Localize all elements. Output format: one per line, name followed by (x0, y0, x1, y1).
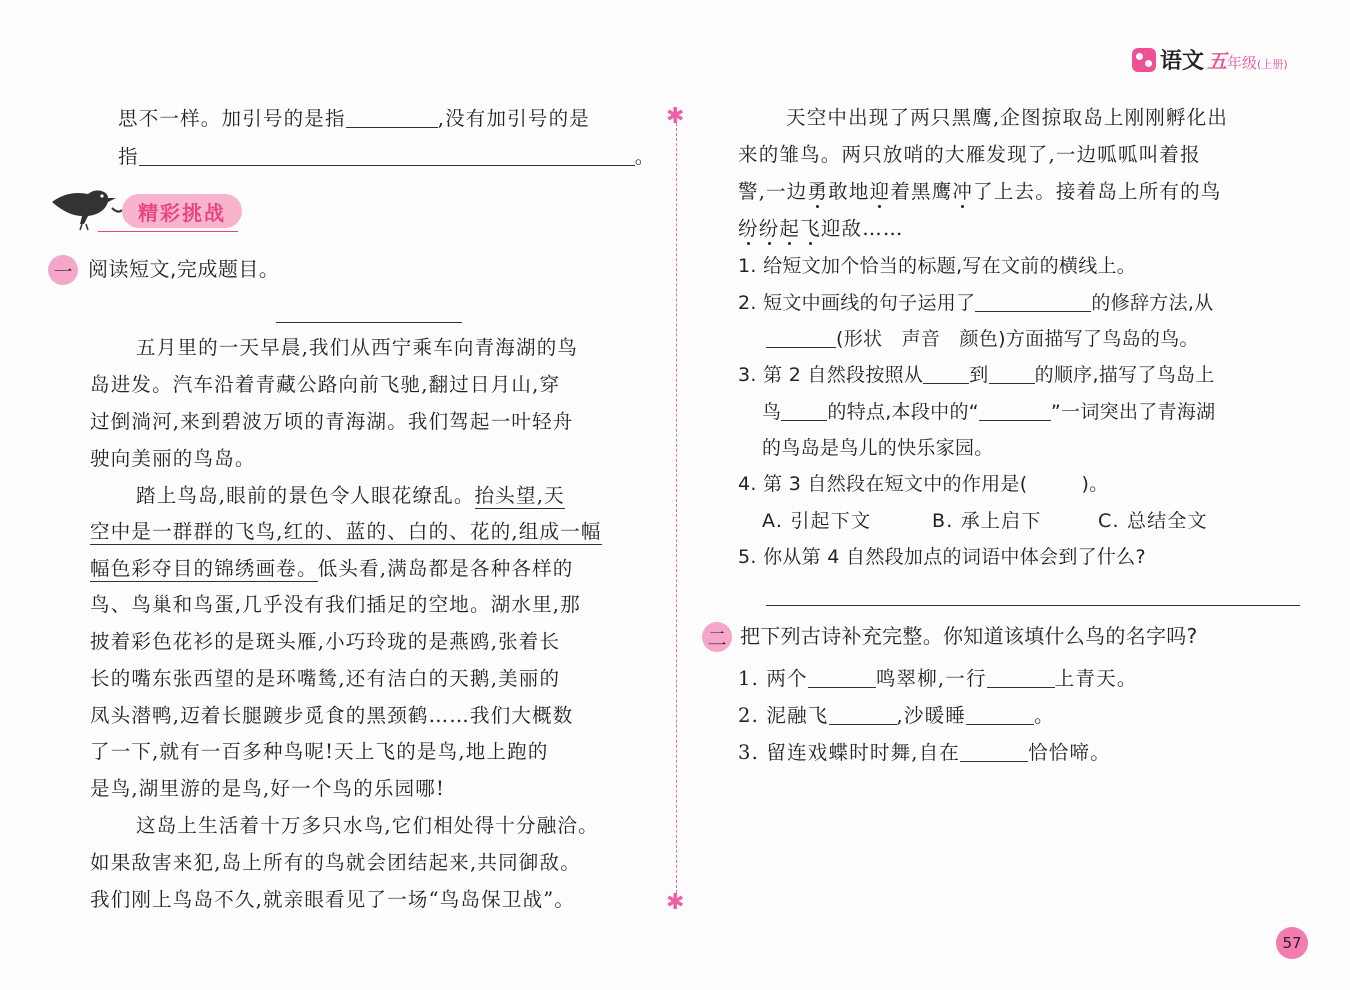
passage-line: 驶向美丽的鸟岛。 (90, 447, 256, 470)
answer-line[interactable] (766, 605, 1300, 606)
passage-line: 天空中出现了两只黑鹰,企图掠取岛上刚刚孵化出 (786, 106, 1229, 129)
answer-blank[interactable] (766, 327, 836, 348)
dotted-word: 纷 (738, 217, 759, 240)
answer-blank[interactable] (808, 667, 876, 688)
answer-blank[interactable] (781, 400, 827, 421)
passage-line: 披着彩色花衫的是斑头雁,小巧玲珑的是燕鸥,张着长 (90, 630, 561, 653)
star-icon: ✱ (666, 104, 685, 129)
question-2: 2. 短文中画线的句子运用了 的修辞方法,从 (738, 292, 1214, 314)
answer-blank[interactable] (960, 741, 1028, 762)
challenge-title-badge: 精彩挑战 (122, 194, 242, 228)
option-b[interactable]: B. 承上启下 (932, 510, 1042, 532)
passage-line: 踏上鸟岛,眼前的景色令人眼花缭乱。抬头望,天 (136, 484, 565, 507)
header-brand (1132, 44, 1288, 75)
poem-2: 2. 泥融飞 ,沙暖睡 。 (738, 704, 1055, 727)
poem-1: 1. 两个 鸣翠柳,一行 上青天。 (738, 667, 1138, 690)
passage-line (90, 517, 602, 547)
section-1-title: 阅读短文,完成题目。 (88, 257, 280, 281)
answer-blank[interactable] (829, 704, 897, 725)
question-1: 1. 给短文加个恰当的标题,写在文前的横线上。 (738, 255, 1137, 277)
passage-line: 鸟、鸟巢和鸟蛋,几乎没有我们插足的空地。湖水里,那 (90, 593, 581, 616)
brand-grade: 五 (1207, 49, 1228, 73)
option-a[interactable]: A. 引起下文 (762, 510, 872, 532)
answer-blank[interactable] (139, 145, 635, 166)
brand-volume: (上册) (1257, 58, 1288, 71)
passage-line: 过倒淌河,来到碧波万顷的青海湖。我们驾起一叶轻舟 (90, 410, 574, 433)
passage-line: 五月里的一天早晨,我们从西宁乘车向青海湖的鸟 (136, 336, 579, 359)
passage-line: 警,一边勇敢地迎着黑鹰冲了上去。接着岛上所有的鸟 (738, 180, 1222, 203)
passage-line: 我们刚上鸟岛不久,就亲眼看见了一场“鸟岛保卫战”。 (90, 888, 576, 911)
option-c[interactable]: C. 总结全文 (1098, 510, 1208, 532)
carry-over-line-2: 指 。 (118, 145, 656, 168)
passage-line: 长的嘴东张西望的是环嘴鸶,还有洁白的天鹅,美丽的 (90, 667, 561, 690)
underlined-sentence: 幅色彩夺目的锦绣画卷。 (90, 557, 318, 580)
passage-line: 来的雏鸟。两只放哨的大雁发现了,一边呱呱叫着报 (738, 143, 1201, 166)
answer-blank[interactable] (923, 363, 969, 384)
question-4: 4. 第 3 自然段在短文中的作用是( )。 (738, 473, 1109, 495)
answer-blank[interactable] (987, 667, 1055, 688)
answer-blank[interactable] (975, 291, 1091, 312)
section-2-title: 把下列古诗补充完整。你知道该填什么鸟的名字吗? (740, 624, 1198, 648)
answer-blank[interactable] (346, 107, 438, 128)
section-1-number: 一 (48, 255, 78, 285)
carry-over-line-1: 思不一样。加引号的是指 ,没有加引号的是 (118, 107, 591, 130)
brand-subject: 语文 (1160, 49, 1205, 74)
question-3-cont: 鸟 的特点,本段中的“ ”一词突出了青海湖 (762, 401, 1216, 423)
question-3: 3. 第 2 自然段按照从 到 的顺序,描写了鸟岛上 (738, 364, 1215, 386)
dotted-word: 飞 (800, 217, 821, 240)
dotted-word: 起 (779, 217, 801, 240)
center-divider (676, 118, 677, 898)
page-number: 57 (1276, 927, 1308, 959)
question-3-cont: 的鸟岛是鸟儿的快乐家园。 (762, 437, 994, 459)
answer-blank[interactable] (989, 363, 1035, 384)
brand-grade-suffix: 年级 (1227, 54, 1258, 72)
section-2-number: 二 (702, 622, 732, 652)
underlined-sentence: 空中是一群群的飞鸟,红的、蓝的、白的、花的,组成一幅 (90, 520, 602, 543)
star-icon: ✱ (666, 890, 685, 915)
passage-line: 幅色彩夺目的锦绣画卷。低头看,满岛都是各种各样的 (90, 557, 574, 580)
passage-line: 这岛上生活着十万多只水鸟,它们相处得十分融洽。 (136, 814, 599, 837)
answer-blank[interactable] (966, 704, 1034, 725)
passage-line: 凤头潜鸭,迈着长腿踱步觅食的黑颈鹤……我们大概数 (90, 704, 574, 727)
question-2-cont: (形状 声音 颜色)方面描写了鸟岛的鸟。 (766, 324, 1199, 354)
challenge-underline (98, 231, 238, 232)
brand-icon (1132, 48, 1156, 72)
poem-3: 3. 留连戏蝶时时舞,自在 恰恰啼。 (738, 741, 1111, 764)
passage-line: 了一下,就有一百多种鸟呢!天上飞的是鸟,地上跑的 (90, 740, 549, 763)
title-blank[interactable] (276, 322, 462, 323)
passage-line: 纷纷起飞迎敌…… (738, 217, 904, 240)
passage-line: 岛进发。汽车沿着青藏公路向前飞驰,翻过日月山,穿 (90, 373, 561, 396)
dotted-word: 勇 (807, 180, 829, 203)
dotted-word: 冲 (952, 180, 974, 203)
answer-blank[interactable] (979, 400, 1051, 421)
dotted-word: 纷 (758, 217, 780, 240)
passage-line: 如果敌害来犯,岛上所有的鸟就会团结起来,共同御敌。 (90, 851, 581, 874)
passage-line: 是鸟,湖里游的是鸟,好一个鸟的乐园哪! (90, 777, 446, 800)
bird-icon (44, 180, 124, 232)
dotted-word: 迎 (869, 180, 891, 203)
question-5: 5. 你从第 4 自然段加点的词语中体会到了什么? (738, 546, 1146, 568)
underlined-sentence: 抬头望,天 (474, 484, 565, 507)
